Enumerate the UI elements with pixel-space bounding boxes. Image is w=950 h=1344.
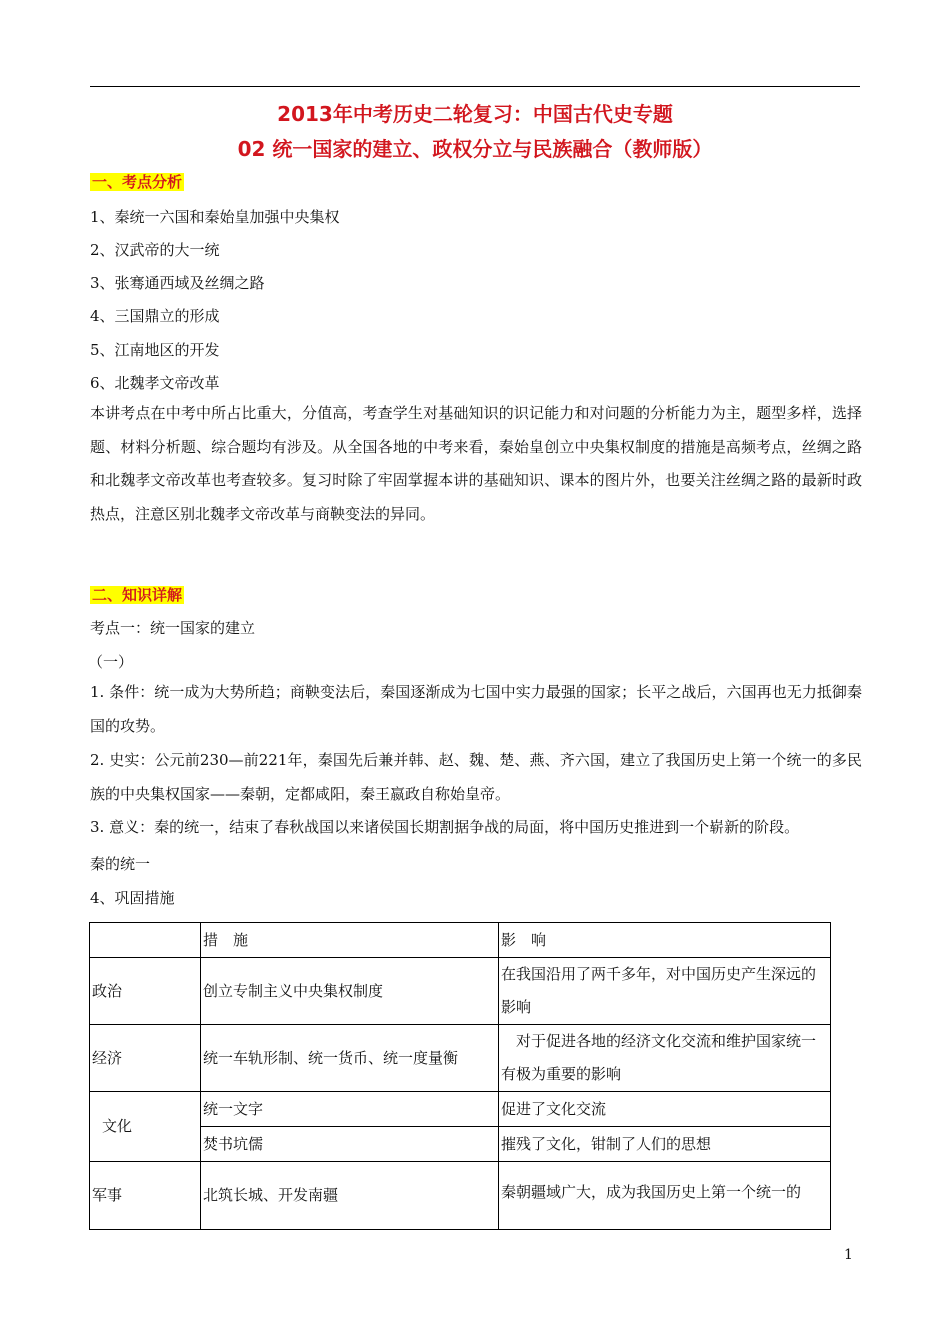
table-cell-category: 经济 [90, 1025, 201, 1092]
table-cell-measure: 统一文字 [201, 1092, 499, 1127]
table-row [90, 1162, 831, 1230]
table-cell-category: 文化 [90, 1092, 201, 1162]
table-header-cell: 措 施 [201, 923, 499, 958]
section-heading-knowledge: 二、知识详解 [92, 586, 183, 604]
table-cell-measure: 统一车轨形制、统一货币、统一度量衡 [201, 1025, 499, 1092]
measures-heading: 4、巩固措施 [90, 889, 175, 907]
table-row [90, 1092, 831, 1127]
table-header-cell [90, 923, 201, 958]
list-item: 4、三国鼎立的形成 [90, 307, 220, 325]
table-cell-effect: 对于促进各地的经济文化交流和维护国家统一有极为重要的影响 [499, 1025, 831, 1092]
table-row [90, 958, 831, 1025]
document-title: 2013年中考历史二轮复习：中国古代史专题 [277, 102, 673, 126]
condition-paragraph: 1. 条件：统一成为大势所趋；商鞅变法后，秦国逐渐成为七国中实力最强的国家；长平之战后，六国再也无力抵御秦国的攻势。 [90, 683, 862, 735]
measures-table [89, 922, 831, 1230]
table-cell-effect: 促进了文化交流 [499, 1092, 831, 1127]
table-cell-category: 军事 [90, 1162, 201, 1230]
table-header-row [90, 923, 831, 958]
table-cell-effect: 在我国沿用了两千多年，对中国历史产生深远的影响 [499, 958, 831, 1025]
table-cell-effect: 秦朝疆域广大，成为我国历史上第一个统一的 [499, 1162, 831, 1230]
list-item: 6、北魏孝文帝改革 [90, 374, 220, 392]
page-number: 1 [844, 1247, 853, 1263]
kaodian-title: 考点一：统一国家的建立 [90, 619, 256, 637]
facts-paragraph: 2. 史实：公元前230—前221年，秦国先后兼并韩、赵、魏、楚、燕、齐六国，建立了我国历史上第一个统一的多民族的中央集权国家——秦朝，定都咸阳，秦王嬴政自称始皇帝。 [90, 751, 862, 803]
analysis-paragraph: 本讲考点在中考中所占比重大，分值高，考查学生对基础知识的识记能力和对问题的分析能力为主，题型多样，选择题、材料分析题、综合题均有涉及。从全国各地的中考来看，秦始皇创立中央集权制度的措施是高频考点，丝绸之路和北魏孝文帝改革也考查较多。复习时除了牢固掌握本讲的基础知识、课本的图片外，也要关注丝绸之路的最新时政热点，注意区别北魏孝文帝改革与商鞅变法的异同。 [90, 404, 862, 523]
table-cell-effect: 摧残了文化，钳制了人们的思想 [499, 1127, 831, 1162]
list-item: 3、张骞通西域及丝绸之路 [90, 274, 265, 292]
table-row [90, 1127, 831, 1162]
table-row [90, 1025, 831, 1092]
significance-continuation: 秦的统一 [90, 855, 151, 873]
table-header-cell: 影 响 [499, 923, 831, 958]
table-cell-measure: 焚书坑儒 [201, 1127, 499, 1162]
significance-paragraph: 3. 意义：秦的统一，结束了春秋战国以来诸侯国长期割据争战的局面，将中国历史推进到一个崭新的阶段。 [90, 818, 800, 836]
document-subtitle: 02 统一国家的建立、政权分立与民族融合（教师版） [237, 137, 713, 161]
list-item: 5、江南地区的开发 [90, 341, 220, 359]
list-item: 1、秦统一六国和秦始皇加强中央集权 [90, 208, 340, 226]
header-rule [90, 86, 860, 87]
list-item: 2、汉武帝的大一统 [90, 241, 220, 259]
table-cell-measure: 北筑长城、开发南疆 [201, 1162, 499, 1230]
section-heading-analysis: 一、考点分析 [92, 173, 183, 191]
table-cell-measure: 创立专制主义中央集权制度 [201, 958, 499, 1025]
table-cell-category: 政治 [90, 958, 201, 1025]
subsection-label: （一） [88, 653, 134, 671]
